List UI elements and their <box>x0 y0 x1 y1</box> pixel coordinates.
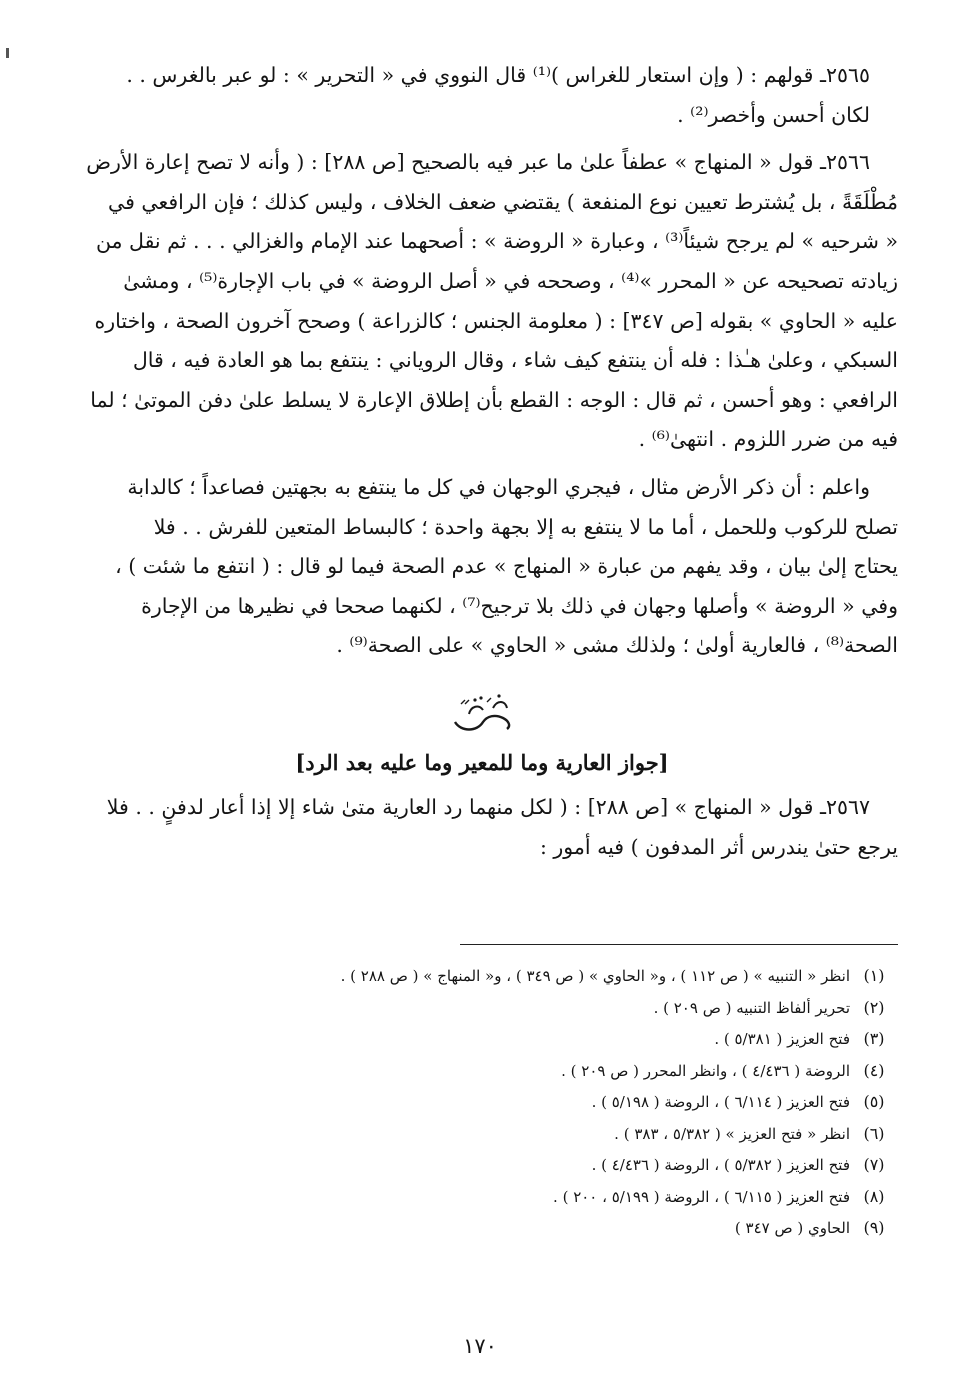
text-line: ٢٥٦٦ـ قول « المنهاج » عطفاً علىٰ ما عبر فيه بالصحيح [ص ٢٨٨] : ( وأنه لا تصح إعارة الأرض <box>86 150 870 175</box>
text-line: لكان أحسن وأخصر⁽²⁾ . <box>677 102 870 127</box>
footnote-item: (٣)فتح العزيز ( ٥/٣٨١ ) . <box>714 1029 885 1048</box>
text-line: واعلم : أن ذكر الأرض مثال ، فيجري الوجهان في كل ما ينتفع به بجهتين فصاعداً ؛ كالدابة <box>127 474 870 499</box>
page-number: ١٧٠ <box>463 1334 497 1358</box>
fasl-calligraphy-icon <box>447 692 517 736</box>
text-line: يرجع حتىٰ يندرس أثر المدفون ) فيه أمور : <box>539 834 898 859</box>
scan-mark <box>6 48 9 58</box>
text-line: الرافعي : وهو أحسن ، ثم قال : الوجه : القطع بأن إطلاق الإعارة لا يسلط علىٰ دفن الموتىٰ ؛ لما <box>90 387 898 412</box>
text-line: مُطْلَقَةً ، بل يُشترط تعيين نوع المنفعة ) يقتضي ضعف الخلاف ، وليس كذلك ؛ فإن الرافعي في <box>107 189 898 214</box>
paragraph-2565 <box>66 56 898 135</box>
text-line: تصلح للركوب وللحمل ، أما ما لا ينتفع به إلا بجهة واحدة ؛ كالبساط المتعين للفرش . . فلا <box>153 514 898 539</box>
footnotes <box>258 960 898 1244</box>
footnote-item: (٩)الحاوي ( ص ٣٤٧ ) <box>734 1218 885 1237</box>
paragraph-note <box>66 468 898 666</box>
text-line: وفي « الروضة » وأصلها وجهان في ذلك بلا ترجيح⁽⁷⁾ ، لكنهما صححا في نظيرها من الإجارة <box>141 593 898 618</box>
text-line: يحتاج إلىٰ بيان ، وقد يفهم من عبارة « المنهاج » عدم الصحة فيما لو قال : ( انتفع ما شئت ) ، <box>115 554 898 579</box>
text-line: الصحة⁽⁸⁾ ، فالعارية أولىٰ ؛ ولذلك مشى « الحاوي » على الصحة⁽⁹⁾ . <box>336 633 898 658</box>
footnote-item: (٦)انظر « فتح العزيز » ( ٥/٣٨٢ ، ٣٨٣ ) . <box>614 1123 885 1143</box>
section-title: [جواز العارية وما للمعير وما عليه بعد الرد] <box>295 749 669 775</box>
text-line: « شرحيه » لم يرجح شيئاً⁽³⁾ ، وعبارة « الروضة » : أصحهما عند الإمام والغزالي . . . ثم نقل من <box>95 229 898 254</box>
footnote-item: (٧)فتح العزيز ( ٥/٣٨٢ ) ، الروضة ( ٤/٤٣٦ ) . <box>591 1155 885 1174</box>
text-line: السبكي ، وعلىٰ هـٰذا : فله أن ينتفع كيف شاء ، وقال الروياني : ينتفع بما هو العادة فيه ، قال <box>132 348 898 373</box>
footnote-item: (١)انظر « التنبيه » ( ص ١١٢ ) ، و« الحاوي » ( ص ٣٤٩ ) ، و« المنهاج » ( ص ٢٨٨ ) . <box>340 966 885 985</box>
text-line: فيه من ضرر اللزوم . انتهىٰ⁽⁶⁾ . <box>638 427 898 452</box>
fasl-ornament-heading <box>66 692 898 740</box>
footnote-item: (٥)فتح العزيز ( ٦/١١٤ ) ، الروضة ( ٥/١٩٨ ) . <box>591 1092 885 1111</box>
footnote-separator <box>460 944 898 945</box>
text-line: ٢٥٦٧ـ قول « المنهاج » [ص ٢٨٨] : ( لكل منهما رد العارية متىٰ شاء إلا إذا أعار لدفنٍ . . فلا <box>106 794 870 819</box>
page-body <box>66 56 898 875</box>
footnote-item: (٤)الروضة ( ٤/٤٣٦ ) ، وانظر المحرر ( ص ٢٠٩ ) . <box>561 1060 885 1080</box>
text-line: عليه « الحاوي » بقوله [ص ٣٤٧] : ( معلومة الجنس ؛ كالزراعة ) وصحح آخرون الصحة ، واختاره <box>94 308 898 333</box>
paragraph-2567 <box>66 788 898 867</box>
footnote-item: (٨)فتح العزيز ( ٦/١١٥ ) ، الروضة ( ٥/١٩٩ ، ٢٠٠ ) . <box>553 1186 885 1206</box>
footnote-item: (٢)تحرير ألفاظ التنبيه ( ص ٢٠٩ ) . <box>653 997 885 1017</box>
text-line: زيادته تصحيحه عن « المحرر »⁽⁴⁾ ، وصححه في « أصل الروضة » في باب الإجارة⁽⁵⁾ ، ومشىٰ <box>123 268 898 293</box>
text-line: ٢٥٦٥ـ قولهم : ( وإن استعار للغراس )⁽¹⁾ قال النووي في « التحرير » : لو عبر بالغرس . . <box>126 63 870 87</box>
paragraph-2566 <box>66 143 898 460</box>
